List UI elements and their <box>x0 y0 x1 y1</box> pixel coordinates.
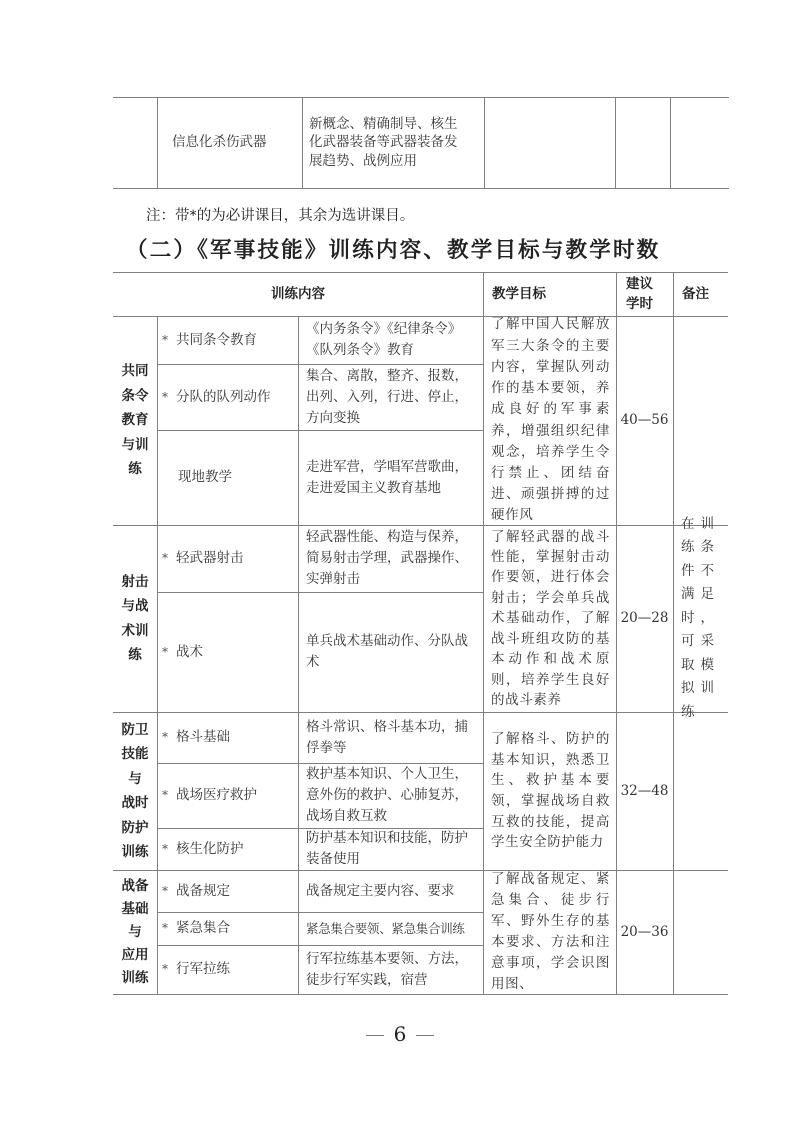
item-content: 集合、离散，整齐、报数， 出列、入列，行进、停止， 方向变换 <box>306 367 468 426</box>
category-label: 防卫 技能 与 战时 防护 训练 <box>121 721 149 860</box>
header-label: 训练内容 <box>271 285 325 302</box>
table-row <box>162 592 298 712</box>
item-content: 防护基本知识和技能，防护 装备使用 <box>306 830 468 867</box>
teaching-goal-cell <box>491 712 610 870</box>
table-cell <box>306 525 483 592</box>
required-star-icon: * <box>162 921 168 935</box>
teaching-goal: 了解战备规定、紧急集合、徒步行军、野外生存的基本要求、方法和注意事项，学会识图用图、 <box>491 871 610 992</box>
table-cell <box>306 945 483 994</box>
remark: 在训 练条 件不 满足 时， 可采 取模 拟训 练 <box>681 515 720 720</box>
table-row <box>178 430 298 525</box>
header-training-content <box>113 272 483 316</box>
note-text: 注：带*的为必讲课目，其余为选讲课目。 <box>146 208 415 224</box>
table-border <box>670 97 671 188</box>
item-name: 行军拉练 <box>176 961 230 977</box>
category-cell <box>113 870 157 994</box>
table-cell <box>306 912 483 945</box>
page-number-value: 6 <box>393 1022 407 1046</box>
required-star-icon: * <box>162 788 168 802</box>
item-name: 战术 <box>176 643 203 660</box>
item-content: 轻武器性能、构造与保养， 简易射击学理，武器操作、 实弹射击 <box>306 529 468 587</box>
header-label: 备注 <box>682 285 709 302</box>
item-content: 格斗常识、格斗基本功，捕 俘拳等 <box>306 718 468 756</box>
table-row <box>162 945 298 994</box>
category-cell <box>113 525 157 712</box>
item-name: 战场医疗救护 <box>176 787 257 803</box>
page-number <box>0 1022 800 1046</box>
table-row <box>162 828 298 870</box>
dash-decoration <box>416 1035 434 1036</box>
item-content: 行军拉练基本要领、方法， 徒步行军实践，宿营 <box>306 950 468 988</box>
table-row <box>162 870 298 912</box>
header-label: 建议 学时 <box>626 276 653 312</box>
item-content: 单兵战术基础动作、分队战 术 <box>306 633 468 670</box>
required-star-icon: * <box>162 841 168 856</box>
table-row <box>162 364 298 430</box>
table-border <box>484 97 485 188</box>
item-name: 分队的队列动作 <box>176 388 271 405</box>
category-label: 战备 基础 与 应用 训练 <box>121 877 149 986</box>
hours-cell <box>616 870 673 994</box>
item-name: 现地教学 <box>178 469 232 485</box>
item-name: 紧急集合 <box>176 920 230 936</box>
suggested-hours: 40—56 <box>620 412 669 428</box>
table-cell <box>309 97 481 188</box>
section-heading: （二）《军事技能》训练内容、教学目标与教学时数 <box>126 238 661 263</box>
category-label: 共同 条令 教育 与训 练 <box>121 363 149 478</box>
item-content: 新概念、精确制导、核生 化武器装备等武器装备发 展趋势、战例应用 <box>309 115 458 169</box>
teaching-goal-cell <box>491 870 610 994</box>
header-label: 教学目标 <box>492 285 546 302</box>
table-border <box>113 994 728 995</box>
hours-cell <box>616 712 673 870</box>
remark-cell <box>673 316 728 525</box>
table-cell <box>306 316 483 364</box>
required-star-icon: * <box>162 883 168 898</box>
item-content: 《内务条令》《纪律条令》 《队列条令》教育 <box>306 321 462 358</box>
item-name: 核生化防护 <box>176 840 244 857</box>
header-remark <box>682 272 728 316</box>
table-border <box>113 188 729 189</box>
required-star-icon: * <box>162 551 168 565</box>
table-cell <box>306 364 483 430</box>
table-border <box>483 272 484 994</box>
table-cell <box>306 870 483 912</box>
suggested-hours: 32—48 <box>620 782 669 799</box>
teaching-goal: 了解格斗、防护的基本知识，熟悉卫生、救护基本要领，掌握战场自救互救的技能，提高学生安全防护能力 <box>491 731 610 851</box>
table-cell <box>306 712 483 763</box>
table-cell <box>306 763 483 828</box>
item-content: 走进军营，学唱军营歌曲， 走进爱国主义教育基地 <box>306 458 468 496</box>
table-border <box>615 97 616 188</box>
table-border <box>157 316 158 994</box>
table-border <box>302 97 303 188</box>
suggested-hours: 20—36 <box>620 923 669 940</box>
item-content: 战备规定主要内容、要求 <box>306 882 455 899</box>
required-star-icon: * <box>162 644 168 659</box>
dash-decoration <box>366 1035 384 1036</box>
remark-cell <box>681 515 728 720</box>
category-cell <box>113 712 157 870</box>
teaching-goal: 了解轻武器的战斗性能，掌握射击动作要领，进行体会射击；学会单兵战术基础动作，了解战斗班组攻防的基本动作和战术原则，培养学生良好的战斗素养 <box>491 528 610 708</box>
teaching-goal-cell <box>491 316 610 525</box>
header-teaching-goal <box>492 272 616 316</box>
table-border <box>298 316 299 994</box>
category-label: 射击 与战 术训 练 <box>121 573 149 663</box>
teaching-goal: 了解中国人民解放军三大条令的主要内容，掌握队列动作的基本要领，养成良好的军事素养，增强组织纪律观念，培养学生令行禁止、团结奋进、顽强拼搏的过硬作风 <box>491 316 610 524</box>
hours-cell <box>616 525 673 712</box>
header-suggested-hours <box>626 272 673 316</box>
table-row <box>172 97 302 188</box>
item-name: 信息化杀伤武器 <box>172 134 267 150</box>
item-name: 格斗基础 <box>176 729 230 745</box>
item-content: 紧急集合要领、紧急集合训练 <box>306 921 465 936</box>
item-name: 共同条令教育 <box>176 331 257 348</box>
table-row <box>162 316 298 364</box>
required-star-icon: * <box>162 730 168 744</box>
table-cell <box>306 592 483 712</box>
table-border <box>157 97 158 188</box>
remark-cell <box>673 712 728 870</box>
required-star-icon: * <box>162 389 168 404</box>
category-cell <box>113 316 157 525</box>
table-row <box>162 763 298 828</box>
suggested-hours: 20—28 <box>620 610 669 626</box>
table-row <box>162 712 298 763</box>
item-name: 轻武器射击 <box>176 550 244 566</box>
table-row <box>162 912 298 945</box>
table-row <box>162 525 298 592</box>
required-star-icon: * <box>162 332 168 347</box>
item-content: 救护基本知识、个人卫生， 意外伤的救护、心肺复苏， 战场自救互救 <box>306 766 468 824</box>
item-name: 战备规定 <box>176 882 230 899</box>
table-cell <box>306 828 483 870</box>
required-star-icon: * <box>162 962 168 976</box>
table-cell <box>306 430 483 525</box>
remark-cell <box>673 870 728 994</box>
teaching-goal-cell <box>491 525 610 712</box>
hours-cell <box>616 316 673 525</box>
